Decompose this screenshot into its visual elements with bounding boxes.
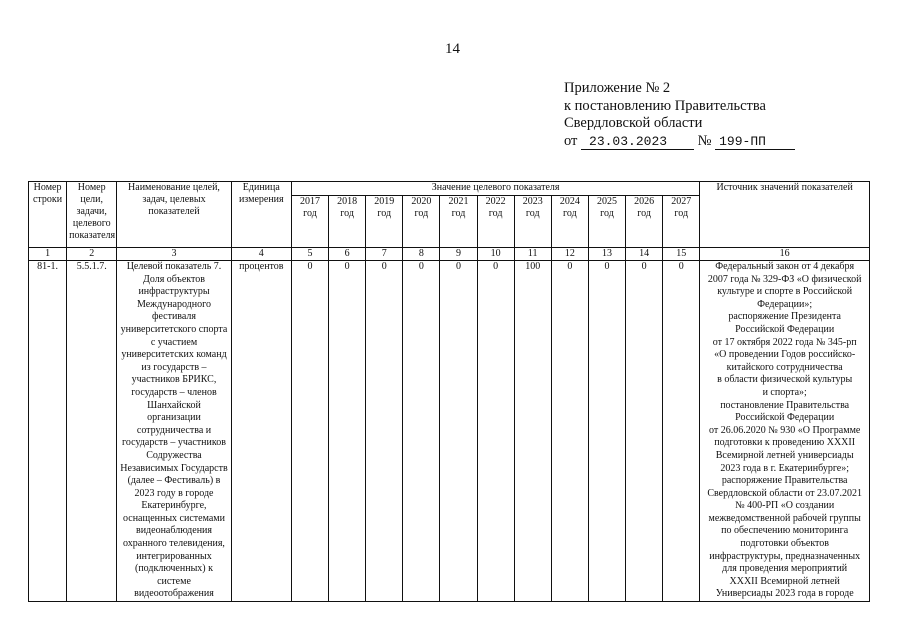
column-number: 6	[329, 248, 366, 261]
source-line: Универсиады 2023 года в городе	[715, 588, 854, 600]
column-number: 10	[477, 248, 514, 261]
appendix-region: Свердловской области	[564, 115, 703, 131]
year-value: 0	[291, 261, 328, 602]
appendix-resolution: к постановлению Правительства	[564, 97, 766, 114]
resolution-number: 199-ПП	[715, 135, 795, 150]
header-year: 2022 год	[477, 196, 514, 248]
year-value: 0	[403, 261, 440, 602]
source-line: культуре и спорте в Российской	[717, 286, 853, 298]
header-year: 2024 год	[551, 196, 588, 248]
source-line: распоряжение Правительства	[721, 475, 848, 487]
appendix-date-number	[564, 133, 795, 151]
source-line: подготовки к проведению XXXII	[714, 437, 856, 449]
source-line: от 26.06.2020 № 930 «О Программе	[708, 424, 861, 436]
source-line: китайского сотрудничества	[726, 361, 843, 373]
source-line: инфраструктуры, предназначенных	[709, 550, 861, 562]
header-year: 2020 год	[403, 196, 440, 248]
column-number: 7	[366, 248, 403, 261]
header-year: 2025 год	[588, 196, 625, 248]
year-value: 0	[588, 261, 625, 602]
column-number: 2	[67, 248, 117, 261]
source-line: 2023 года в г. Екатеринбурге»;	[720, 462, 850, 474]
source-line: Российской Федерации	[735, 412, 835, 424]
column-number: 12	[551, 248, 588, 261]
number-prefix: №	[697, 132, 712, 149]
column-number: 13	[588, 248, 625, 261]
source-line: Свердловской области от 23.07.2021	[707, 487, 863, 499]
source-line: в области физической культуры	[717, 374, 853, 386]
indicator-source	[700, 261, 870, 602]
column-number: 8	[403, 248, 440, 261]
year-value: 100	[514, 261, 551, 602]
indicator-table	[28, 181, 870, 602]
column-number: 1	[29, 248, 67, 261]
table-row	[29, 261, 870, 602]
year-value: 0	[663, 261, 700, 602]
source-line: межведомственной рабочей группы	[708, 512, 861, 524]
header-value-group: Значение целевого показателя	[291, 182, 699, 196]
source-line: постановление Правительства	[720, 399, 850, 411]
indicator-name: Целевой показатель 7. Доля объектов инфраструктуры Международного фестиваля университетского спорта с участием университетских команд из государств – участников БРИКС, государств – членов Шанхайской организации сотрудничества и государств – участников Содружества Независимых Государств (далее – Фестиваль) в 2023 году в городе Екатеринбурге, оснащенных системами видеонаблюдения охранного телевидения, интегрированных (подключенных) к системе видеоотображения	[117, 261, 231, 602]
column-number: 3	[117, 248, 231, 261]
header-year: 2017 год	[291, 196, 328, 248]
source-line: № 400-РП «О создании	[735, 500, 835, 512]
source-line: Федеральный закон от 4 декабря	[715, 261, 855, 272]
year-value: 0	[366, 261, 403, 602]
appendix-title: Приложение № 2	[564, 80, 671, 96]
column-number: 14	[626, 248, 663, 261]
header-goal-number: Номер цели, задачи, целевого показателя	[67, 182, 117, 248]
header-year: 2018 год	[329, 196, 366, 248]
source-line: по обеспечению мониторинга	[721, 525, 849, 537]
source-line: для проведения мероприятий	[722, 563, 848, 575]
source-line: XXXII Всемирной летней	[729, 575, 840, 587]
source-line: «О проведении Годов российско-	[714, 349, 856, 361]
source-line: распоряжение Президента	[728, 311, 841, 323]
source-line: от 17 октября 2022 года № 345-рп	[712, 336, 857, 348]
resolution-date: 23.03.2023	[581, 135, 694, 150]
indicator-unit: процентов	[231, 261, 291, 602]
column-number: 11	[514, 248, 551, 261]
source-line: подготовки объектов	[740, 538, 830, 550]
header-source: Источник значений показателей	[700, 182, 870, 248]
source-line: 2007 года № 329-ФЗ «О физической	[707, 273, 862, 285]
header-row-number: Номер строки	[29, 182, 67, 248]
source-line: Российской Федерации	[735, 323, 835, 335]
column-number: 9	[440, 248, 477, 261]
source-line: Всемирной летней универсиады	[715, 449, 854, 461]
header-year: 2026 год	[626, 196, 663, 248]
source-line: Федерации»;	[757, 298, 813, 310]
year-value: 0	[477, 261, 514, 602]
year-value: 0	[626, 261, 663, 602]
column-number: 15	[663, 248, 700, 261]
header-year: 2023 год	[514, 196, 551, 248]
year-value: 0	[551, 261, 588, 602]
source-line: и спорта»;	[762, 386, 807, 398]
header-year: 2027 год	[663, 196, 700, 248]
column-number: 4	[231, 248, 291, 261]
header-year: 2019 год	[366, 196, 403, 248]
column-number: 5	[291, 248, 328, 261]
appendix-heading	[564, 80, 795, 150]
column-number-row	[29, 248, 870, 261]
year-value: 0	[440, 261, 477, 602]
header-unit: Единица измерения	[231, 182, 291, 248]
goal-number: 5.5.1.7.	[67, 261, 117, 602]
page-number: 14	[445, 41, 460, 57]
column-number: 16	[700, 248, 870, 261]
header-year: 2021 год	[440, 196, 477, 248]
year-value: 0	[329, 261, 366, 602]
date-prefix: от	[564, 132, 578, 149]
row-number: 81-1.	[29, 261, 67, 602]
header-name: Наименование целей, задач, целевых показателей	[117, 182, 231, 248]
